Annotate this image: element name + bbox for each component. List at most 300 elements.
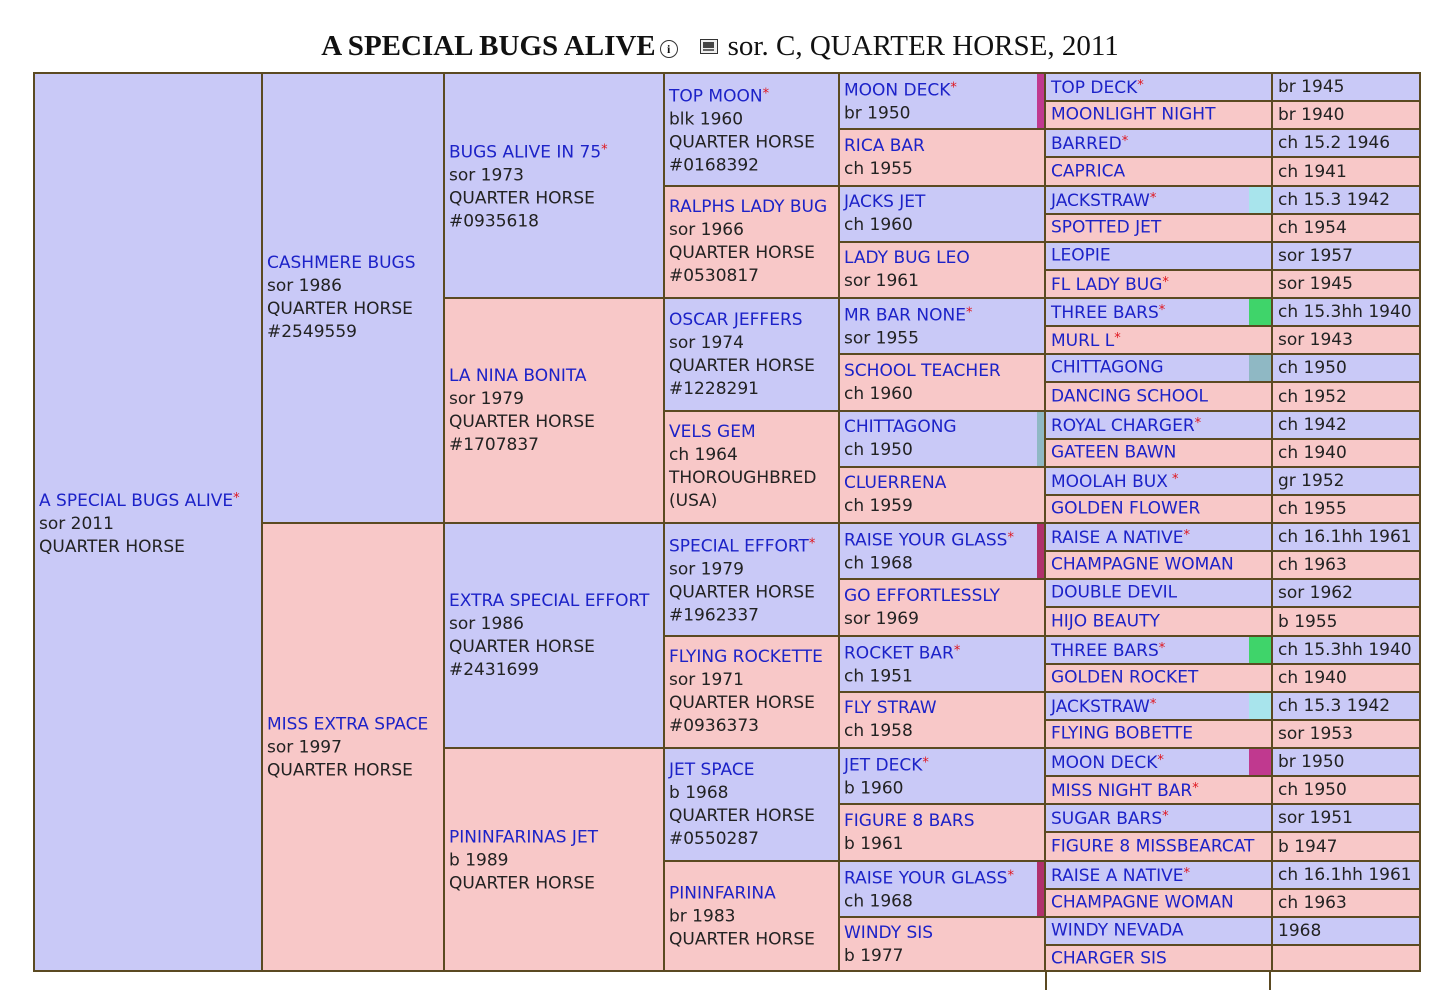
pedigree-cell-gen6 — [1044, 635, 1273, 665]
horse-name-text[interactable]: HIJO BEAUTY — [1051, 611, 1160, 631]
horse-info — [39, 487, 259, 559]
horse-date-cell — [1271, 100, 1421, 130]
pedigree-cell-gen6 — [1044, 888, 1273, 918]
horse-name-link[interactable] — [669, 883, 836, 906]
horse-date-cell — [1271, 747, 1421, 777]
horse-name-link[interactable] — [669, 309, 836, 332]
horse-name-text[interactable]: MOONLIGHT NIGHT — [1051, 104, 1216, 125]
horse-info — [669, 309, 836, 401]
horse-date-text: ch 16.1hh 1961 — [1278, 527, 1412, 547]
horse-date-cell — [1271, 831, 1421, 862]
pedigree-cell-gen3 — [443, 747, 665, 974]
horse-date-text: ch 1942 — [1278, 415, 1347, 435]
horse-name-link[interactable] — [39, 487, 259, 513]
horse-date-cell — [1271, 353, 1421, 383]
horse-name-link[interactable] — [669, 421, 836, 444]
horse-name-text[interactable]: JACKSTRAW — [1051, 191, 1150, 211]
horse-name-link[interactable] — [449, 826, 661, 849]
horse-name-text[interactable]: CASHMERE BUGS — [267, 253, 416, 273]
horse-date-text: gr 1952 — [1278, 471, 1345, 491]
horse-detail-line: #2549559 — [267, 322, 357, 342]
horse-detail-line: THOROUGHBRED — [669, 468, 817, 488]
star-marker: * — [965, 305, 973, 321]
pedigree-cell-gen5 — [838, 72, 1046, 130]
horse-name-text[interactable]: TOP MOON — [669, 86, 763, 106]
horse-name-text[interactable]: SUGAR BARS — [1051, 809, 1163, 829]
horse-detail-line: b 1989 — [449, 850, 509, 870]
pedigree-cell-gen6 — [1044, 353, 1273, 383]
horse-name-text[interactable]: WINDY NEVADA — [1051, 920, 1184, 941]
horse-name-link[interactable] — [1051, 862, 1269, 888]
horse-date-cell — [1271, 213, 1421, 243]
horse-name-text[interactable]: CHITTAGONG — [1051, 357, 1164, 378]
horse-name-link[interactable] — [1051, 187, 1269, 213]
horse-detail-line: QUARTER HORSE — [669, 582, 815, 602]
horse-name-link[interactable] — [1051, 610, 1269, 633]
horse-detail-line: sor 1979 — [669, 559, 744, 579]
horse-name-link[interactable] — [1051, 777, 1269, 803]
horse-name-link[interactable] — [1051, 130, 1269, 156]
horse-info — [1051, 637, 1269, 663]
horse-info — [1051, 693, 1269, 719]
horse-name-link[interactable] — [449, 365, 661, 388]
horse-info — [844, 527, 1042, 576]
horse-date-cell — [1271, 775, 1421, 805]
horse-name-text[interactable]: RAISE A NATIVE — [1051, 866, 1184, 886]
horse-name-text[interactable]: MISS EXTRA SPACE — [267, 714, 429, 735]
pedigree-cell-gen6 — [1044, 747, 1273, 777]
horse-date-cell — [1271, 241, 1421, 271]
horse-date-cell — [1271, 269, 1421, 299]
pedigree-cell-gen6 — [1044, 156, 1273, 187]
horse-date-text: 1968 — [1278, 921, 1322, 941]
horse-info — [844, 810, 1042, 856]
star-marker: * — [601, 142, 608, 157]
horse-date-text: br 1945 — [1278, 77, 1345, 97]
horse-detail-line: ch 1968 — [844, 553, 913, 574]
horse-name-text[interactable]: RAISE A NATIVE — [1051, 528, 1184, 548]
horse-name-text[interactable]: RICA BAR — [844, 135, 925, 156]
horse-name-text[interactable]: LA NINA BONITA — [449, 365, 587, 386]
horse-name-link[interactable] — [449, 590, 661, 613]
horse-name-text[interactable]: ROCKET BAR — [844, 643, 954, 664]
horse-name-text[interactable]: GO EFFORTLESSLY — [844, 585, 1000, 606]
pedigree-cell-gen6 — [1044, 213, 1273, 243]
horse-name-link[interactable] — [1051, 468, 1269, 494]
horse-name-text[interactable]: CHAMPAGNE WOMAN — [1051, 554, 1234, 575]
horse-name-link[interactable] — [1051, 582, 1269, 605]
horse-detail-line: #0550287 — [669, 828, 759, 849]
pedigree-cell-gen5 — [838, 353, 1046, 412]
horse-name-text[interactable]: JACKS JET — [844, 192, 926, 212]
horse-name-link[interactable] — [449, 138, 661, 164]
info-circle-icon[interactable]: i — [660, 40, 678, 58]
horse-detail-line: ch 1959 — [844, 496, 913, 516]
horse-name-text[interactable]: JET DECK — [844, 755, 923, 776]
horse-name-text[interactable]: SPECIAL EFFORT — [669, 536, 809, 556]
horse-detail-line: b 1977 — [844, 946, 904, 966]
pedigree-cell-gen5 — [838, 241, 1046, 299]
horse-name-text[interactable]: RAISE YOUR GLASS — [844, 868, 1008, 889]
horse-date-cell — [1271, 550, 1421, 580]
horse-name-link[interactable] — [1051, 693, 1269, 719]
horse-name-text[interactable]: GATEEN BAWN — [1051, 442, 1177, 463]
inbreeding-color-swatch — [1249, 187, 1271, 213]
horse-detail-line: ch 1964 — [669, 445, 738, 465]
horse-info — [1051, 892, 1269, 915]
horse-date-text: ch 15.3 1942 — [1278, 696, 1391, 716]
horse-name-text[interactable]: MOOLAH BUX — [1051, 472, 1168, 492]
pedigree-cell-gen6 — [1044, 494, 1273, 524]
horse-name-text[interactable]: JET SPACE — [669, 759, 755, 780]
horse-detail-line: sor 1979 — [449, 388, 524, 409]
horse-name-link[interactable] — [1051, 442, 1269, 465]
horse-detail-line: #0935618 — [449, 211, 539, 231]
horse-info — [669, 646, 836, 738]
horse-name-link[interactable] — [1051, 637, 1269, 663]
horse-name-link[interactable] — [844, 360, 1042, 383]
horse-name-text[interactable]: MURL L — [1051, 331, 1115, 351]
horse-info — [669, 883, 836, 952]
pedigree-cell-gen4 — [663, 72, 840, 187]
horse-name-text[interactable]: MISS NIGHT BAR — [1051, 781, 1193, 801]
horse-info — [1051, 385, 1269, 408]
horse-name-text[interactable]: LEOPIE — [1051, 245, 1111, 266]
pedigree-cell-gen5 — [838, 691, 1046, 749]
horse-name-link[interactable] — [1051, 385, 1269, 408]
horse-name-text[interactable]: THREE BARS — [1051, 641, 1159, 661]
horse-info — [1051, 271, 1269, 297]
horse-info — [449, 365, 661, 457]
horse-name-text[interactable]: FLYING BOBETTE — [1051, 723, 1194, 744]
horse-detail-line: br 1983 — [669, 906, 736, 927]
horse-detail-line: #1962337 — [669, 605, 759, 625]
horse-name-link[interactable] — [1051, 948, 1269, 971]
horse-info — [844, 585, 1042, 631]
horse-name-link[interactable] — [1051, 805, 1269, 831]
horse-date-cell — [1271, 663, 1421, 693]
horse-date-text: sor 1957 — [1278, 246, 1353, 266]
pedigree-cell-gen4 — [663, 522, 840, 637]
horse-name-text[interactable]: CHITTAGONG — [844, 417, 957, 437]
horse-name-link[interactable] — [844, 640, 1042, 666]
inbreeding-color-swatch — [1249, 749, 1271, 775]
horse-detail-line: sor 1961 — [844, 271, 919, 291]
pedigree-cell-gen6 — [1044, 381, 1273, 412]
horse-name-link[interactable] — [1051, 357, 1269, 380]
horse-name-link[interactable] — [669, 759, 836, 782]
star-marker: * — [1183, 528, 1191, 543]
horse-name-link[interactable] — [1051, 524, 1269, 550]
horse-date-text: ch 1950 — [1278, 780, 1347, 800]
horse-date-text: ch 15.3hh 1940 — [1278, 302, 1412, 322]
horse-date-text: ch 1963 — [1278, 555, 1347, 575]
horse-date-cell — [1271, 381, 1421, 412]
horse-info — [1051, 357, 1269, 380]
horse-info — [1051, 74, 1269, 100]
pedigree-cell-gen6 — [1044, 522, 1273, 552]
pedigree-cell-gen6 — [1044, 72, 1273, 102]
horse-name-link[interactable] — [1051, 245, 1269, 268]
horse-name-link[interactable] — [844, 302, 1042, 328]
horse-name-link[interactable] — [844, 922, 1042, 945]
horse-date-cell — [1271, 606, 1421, 637]
pedigree-cell-gen5 — [838, 747, 1046, 805]
star-marker: * — [762, 86, 770, 101]
horse-name-text[interactable]: FLY STRAW — [844, 698, 937, 718]
horse-info — [844, 922, 1042, 968]
horse-info — [1051, 805, 1269, 831]
inbreeding-color-swatch — [1249, 299, 1271, 325]
horse-detail-line: (USA) — [669, 491, 718, 511]
horse-info — [844, 360, 1042, 406]
horse-name-text[interactable]: WINDY SIS — [844, 923, 934, 943]
horse-name-text[interactable]: GOLDEN ROCKET — [1051, 667, 1199, 688]
horse-detail-line: #0936373 — [669, 716, 759, 736]
pedigree-cell-gen6 — [1044, 466, 1273, 496]
horse-info — [1051, 412, 1269, 438]
horse-name-link[interactable] — [844, 472, 1042, 495]
horse-date-cell — [1271, 578, 1421, 608]
horse-info — [844, 865, 1042, 914]
pedigree-cell-gen6 — [1044, 241, 1273, 271]
horse-info — [1051, 749, 1269, 775]
horse-name-link[interactable] — [1051, 920, 1269, 943]
horse-name-text[interactable]: VELS GEM — [669, 422, 756, 442]
horse-name-text[interactable]: THREE BARS — [1051, 303, 1159, 323]
horse-name-text[interactable]: CLUERRENA — [844, 473, 947, 493]
horse-detail-line: QUARTER HORSE — [669, 693, 815, 713]
pedigree-cell-gen6 — [1044, 691, 1273, 721]
horse-info — [669, 759, 836, 851]
horse-date-text: b 1955 — [1278, 611, 1338, 632]
star-marker: * — [1192, 781, 1199, 796]
horse-name-text[interactable]: DANCING SCHOOL — [1051, 386, 1208, 406]
pedigree-cell-gen6 — [1044, 185, 1273, 215]
horse-name-link[interactable] — [1051, 892, 1269, 915]
pedigree-cell-gen3 — [443, 297, 665, 524]
pedigree-cell-gen5 — [838, 635, 1046, 693]
horse-name-text[interactable]: BUGS ALIVE IN 75 — [449, 142, 602, 162]
horse-detail-line: ch 1968 — [844, 891, 913, 912]
horse-name-text[interactable]: MR BAR NONE — [844, 305, 966, 326]
horse-date-text: sor 1953 — [1278, 724, 1353, 744]
horse-name-link[interactable] — [267, 252, 441, 275]
horse-name-link[interactable] — [844, 77, 1042, 103]
inbreeding-color-swatch — [1249, 355, 1271, 381]
horse-name-link[interactable] — [669, 196, 836, 219]
pedigree-cell-gen6 — [1044, 606, 1273, 637]
horse-date-cell — [1271, 860, 1421, 890]
horse-name-link[interactable] — [1051, 271, 1269, 297]
horse-info — [1051, 920, 1269, 943]
horse-info — [844, 697, 1042, 743]
horse-date-cell — [1271, 466, 1421, 496]
horse-detail-line: ch 1950 — [844, 440, 913, 460]
star-marker: * — [1158, 303, 1166, 318]
horse-info — [1051, 468, 1269, 494]
pedigree-cell-gen6 — [1044, 803, 1273, 833]
horse-date-text: ch 1950 — [1278, 358, 1347, 378]
horse-date-text: sor 1951 — [1278, 808, 1353, 828]
pedigree-cell-gen5 — [838, 860, 1046, 918]
pedigree-cell-gen6 — [1044, 410, 1273, 440]
pedigree-cell-gen6 — [1044, 128, 1273, 158]
horse-name-text[interactable]: CHAMPAGNE WOMAN — [1051, 892, 1234, 913]
star-marker: * — [1149, 697, 1157, 712]
horse-detail-line: #2431699 — [449, 659, 539, 680]
horse-name-text[interactable]: GOLDEN FLOWER — [1051, 498, 1201, 519]
horse-name-link[interactable] — [1051, 723, 1269, 746]
horse-date-cell — [1271, 635, 1421, 665]
horse-name-text[interactable]: CHARGER SIS — [1051, 948, 1167, 969]
horse-name-text[interactable]: OSCAR JEFFERS — [669, 309, 803, 330]
pedigree-cell-gen1 — [33, 72, 263, 974]
horse-name-text[interactable]: DOUBLE DEVIL — [1051, 582, 1178, 603]
horse-name-text[interactable]: SPOTTED JET — [1051, 217, 1162, 238]
horse-detail-line: sor 1971 — [669, 670, 744, 690]
horse-detail-line: QUARTER HORSE — [449, 411, 595, 432]
horse-info — [844, 640, 1042, 689]
horse-name-link[interactable] — [844, 865, 1042, 891]
horse-name-text[interactable]: PININFARINAS JET — [449, 827, 599, 847]
horse-name-text[interactable]: RALPHS LADY BUG — [669, 197, 828, 217]
horse-date-cell — [1271, 297, 1421, 327]
horse-name-link[interactable] — [844, 135, 1042, 158]
horse-name-link[interactable] — [844, 810, 1042, 833]
horse-name-link[interactable] — [844, 416, 1042, 439]
horse-detail-line: QUARTER HORSE — [267, 760, 413, 781]
horse-name-link[interactable] — [844, 527, 1042, 553]
horse-name-text[interactable]: SCHOOL TEACHER — [844, 360, 1001, 381]
horse-info — [844, 472, 1042, 518]
horse-info — [844, 247, 1042, 293]
horse-date-cell — [1271, 156, 1421, 187]
pedigree-cell-gen6 — [1044, 325, 1273, 355]
horse-name-text[interactable]: EXTRA SPECIAL EFFORT — [449, 590, 650, 611]
pedigree-cell-gen6 — [1044, 775, 1273, 805]
pedigree-cell-gen5 — [838, 803, 1046, 862]
horse-detail-line: sor 1955 — [844, 328, 919, 349]
star-marker: * — [233, 491, 240, 506]
horse-name-text[interactable]: MOON DECK — [844, 80, 951, 101]
horse-name-link[interactable] — [1051, 412, 1269, 438]
star-marker: * — [1137, 78, 1144, 93]
horse-name-link[interactable] — [267, 714, 441, 737]
horse-name-link[interactable] — [1051, 104, 1269, 127]
pedigree-cell-gen4 — [663, 410, 840, 524]
horse-date-text: sor 1962 — [1278, 583, 1353, 603]
horse-info — [449, 138, 661, 233]
horse-name-link[interactable] — [669, 82, 836, 108]
horse-name-text[interactable]: PININFARINA — [669, 883, 776, 904]
star-marker: * — [1162, 809, 1169, 824]
horse-info — [1051, 187, 1269, 213]
horse-date-text: ch 16.1hh 1961 — [1278, 865, 1412, 885]
pedigree-cell-gen6 — [1044, 550, 1273, 580]
horse-date-text: sor 1945 — [1278, 274, 1353, 294]
horse-detail-line: ch 1951 — [844, 666, 913, 687]
horse-name-link[interactable] — [1051, 74, 1269, 100]
horse-date-cell — [1271, 803, 1421, 833]
horse-name-link[interactable] — [844, 191, 1042, 214]
horse-date-cell — [1271, 325, 1421, 355]
horse-name-text[interactable]: RAISE YOUR GLASS — [844, 530, 1008, 551]
horse-name-text[interactable]: ROYAL CHARGER — [1051, 416, 1195, 436]
horse-name-link[interactable] — [844, 585, 1042, 608]
horse-date-cell — [1271, 719, 1421, 749]
pedigree-cell-gen6 — [1044, 831, 1273, 862]
inbreeding-color-swatch — [1249, 637, 1271, 663]
horse-info — [1051, 299, 1269, 325]
horse-name-link[interactable] — [1051, 327, 1269, 353]
horse-name-text[interactable]: FIGURE 8 MISSBEARCAT — [1051, 836, 1255, 856]
pedigree-cell-gen6 — [1044, 860, 1273, 890]
horse-name-link[interactable] — [669, 532, 836, 558]
horse-info — [1051, 217, 1269, 240]
horse-date-cell — [1271, 888, 1421, 918]
horse-name-text[interactable]: FLYING ROCKETTE — [669, 647, 823, 667]
star-marker: * — [808, 536, 816, 551]
horse-name-link[interactable] — [844, 697, 1042, 720]
pedigree-bottom-row — [33, 970, 1421, 990]
horse-name-text[interactable]: CAPRICA — [1051, 161, 1126, 181]
horse-info — [1051, 498, 1269, 521]
horse-date-text: b 1947 — [1278, 836, 1338, 857]
horse-name-link[interactable] — [1051, 217, 1269, 240]
horse-detail-line: QUARTER HORSE — [449, 636, 595, 657]
horse-date-cell — [1271, 128, 1421, 158]
horse-name-text[interactable]: MOON DECK — [1051, 753, 1158, 773]
horse-name-link[interactable] — [669, 646, 836, 669]
horse-name-text[interactable]: LADY BUG LEO — [844, 248, 970, 268]
horse-info — [1051, 610, 1269, 633]
horse-name-text[interactable]: BARRED — [1051, 134, 1122, 154]
horse-name-link[interactable] — [1051, 554, 1269, 577]
horse-detail-line: ch 1955 — [844, 158, 913, 179]
horse-info — [1051, 948, 1269, 971]
horse-name-link[interactable] — [1051, 835, 1269, 858]
horse-name-link[interactable] — [1051, 160, 1269, 183]
horse-detail-line: QUARTER HORSE — [449, 873, 595, 893]
horse-detail-line: sor 1966 — [669, 220, 744, 240]
horse-detail-line: sor 2011 — [39, 514, 114, 534]
horse-name-text[interactable]: FL LADY BUG — [1051, 275, 1163, 295]
horse-info — [1051, 777, 1269, 803]
horse-detail-line: #0168392 — [669, 155, 759, 175]
horse-name-text[interactable]: TOP DECK — [1051, 78, 1138, 98]
horse-date-text: ch 15.3 1942 — [1278, 190, 1391, 210]
horse-name-link[interactable] — [1051, 498, 1269, 521]
horse-name-link[interactable] — [1051, 667, 1269, 690]
horse-detail-line: sor 1974 — [669, 332, 744, 353]
horse-info — [669, 421, 836, 513]
horse-detail-line: QUARTER HORSE — [669, 929, 815, 950]
horse-name-link[interactable] — [844, 247, 1042, 270]
horse-info — [1051, 130, 1269, 156]
horse-name-text[interactable]: FIGURE 8 BARS — [844, 810, 975, 831]
horse-date-text: ch 1954 — [1278, 218, 1347, 238]
horse-name-link[interactable] — [844, 752, 1042, 778]
horse-name-text[interactable]: JACKSTRAW — [1051, 697, 1150, 717]
horse-name-link[interactable] — [1051, 299, 1269, 325]
pedigree-cell-gen4 — [663, 185, 840, 299]
horse-name-link[interactable] — [1051, 749, 1269, 775]
star-marker: * — [1194, 416, 1202, 431]
horse-info — [1051, 160, 1269, 183]
horse-info — [1051, 582, 1269, 605]
horse-name-text[interactable]: A SPECIAL BUGS ALIVE — [39, 491, 234, 511]
